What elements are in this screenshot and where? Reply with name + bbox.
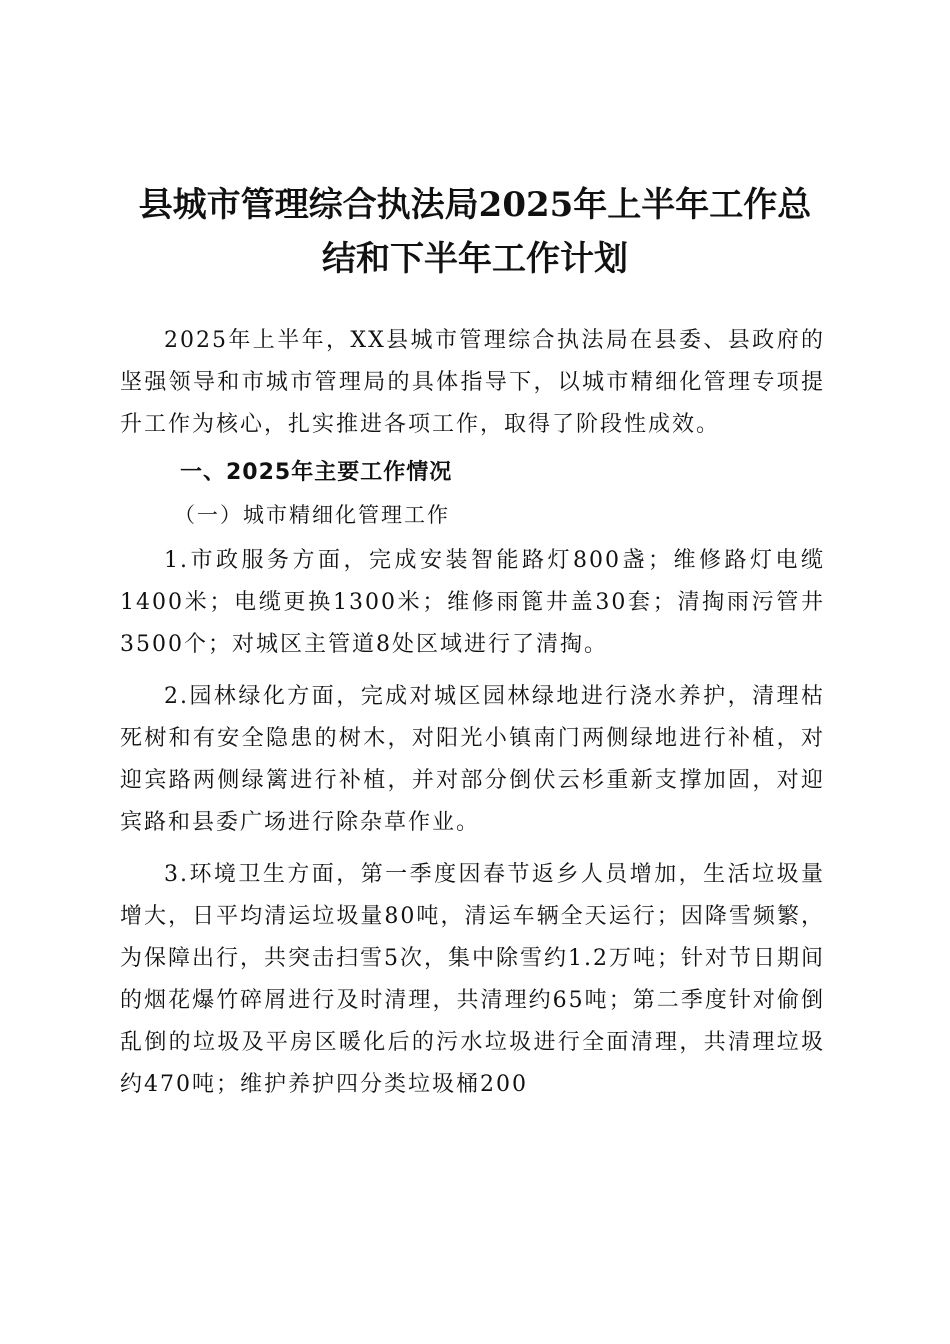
- title-line-2: 结和下半年工作计划: [322, 239, 628, 279]
- item-number-3: 3.: [164, 862, 189, 887]
- item-text-1: 市政服务方面，完成安装智能路灯800盏；维修路灯电缆1400米；电缆更换1300米；维修雨篦井盖30套；清掏雨污管井3500个；对城区主管道8处区域进行了清掏。: [120, 548, 825, 657]
- item-paragraph-3: [120, 854, 825, 1106]
- item-paragraph-1: [120, 540, 825, 666]
- item-number-1: 1.: [164, 548, 189, 573]
- item-paragraph-2: [120, 676, 825, 844]
- section-heading-1: 一、2025年主要工作情况: [180, 460, 453, 485]
- title-line-1: 县城市管理综合执法局2025年上半年工作总: [138, 185, 812, 225]
- item-text-2: 园林绿化方面，完成对城区园林绿地进行浇水养护，清理枯死树和有安全隐患的树木，对阳光小镇南门两侧绿地进行补植，对迎宾路两侧绿篱进行补植，并对部分倒伏云杉重新支撑加固，对迎宾路和县委广场进行除杂草作业。: [120, 684, 825, 835]
- item-number-2: 2.: [164, 684, 189, 709]
- document-title: [100, 178, 850, 286]
- intro-paragraph: 2025年上半年，XX县城市管理综合执法局在县委、县政府的坚强领导和市城市管理局的具体指导下，以城市精细化管理专项提升工作为核心，扎实推进各项工作，取得了阶段性成效。: [120, 328, 825, 437]
- document-body: [120, 320, 825, 1106]
- subsection-heading-1: （一）城市精细化管理工作: [174, 503, 450, 527]
- item-text-3: 环境卫生方面，第一季度因春节返乡人员增加，生活垃圾量增大，日平均清运垃圾量80吨，清运车辆全天运行；因降雪频繁，为保障出行，共突击扫雪5次，集中除雪约1.2万吨；针对节日期间的烟花爆竹碎屑进行及时清理，共清理约65吨；第二季度针对偷倒乱倒的垃圾及平房区暖化后的污水垃圾进行全面清理，共清理垃圾约470吨；维护养护四分类垃圾桶200: [120, 862, 825, 1097]
